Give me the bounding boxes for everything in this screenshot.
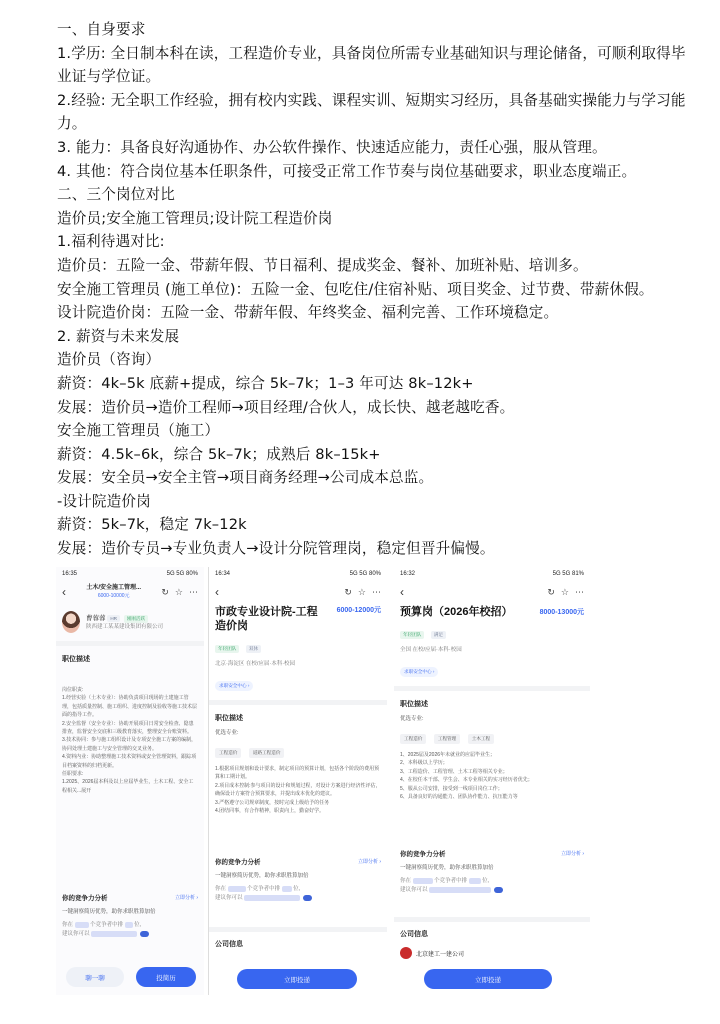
job-meta: 全国 在校/应届·本科·校园 [400,647,462,653]
job-header [209,603,387,635]
tag-team: 年轻团队 [215,645,239,653]
compete-line: 建议你可以 [400,887,428,893]
apply-button[interactable]: 投简历 [136,967,196,987]
status-icons: 5G 5G 80% [349,571,381,577]
compete-subtitle: 一键洞察简历优势，助你求职胜算加倍 [215,873,309,879]
doc-line-benefit-design: 设计院造价岗：五险一金、带薪年假、年终奖金、福利完善、工作环境稳定。 [57,304,559,322]
compete-line: 建议你可以 [62,931,90,937]
avatar [62,611,80,633]
section-title: 职位描述 [215,715,243,722]
doc-line-salary-title: 2. 薪资与未来发展 [57,327,180,345]
desc-line: 2.项目成本控制:参与项目的设计和规划过程，对设计方案进行经济性评估，确保设计方案符合预算要求，并提出成本优化的建议。 [215,782,381,798]
document-text [57,18,697,561]
competitiveness-card [215,857,381,903]
analyze-link[interactable]: 立即分析 › [357,859,381,865]
desc-line: 6、具备良好的沟通能力、团队协作能力、抗压能力等 [400,794,518,801]
doc-line-education: 1.学历: 全日制本科在读，工程造价专业，具备岗位所需专业基础知识与理论储备，可顺利取得毕业证与学位证。 [57,44,686,86]
company-logo-icon [400,947,412,959]
phone-screenshot-design-job [208,567,387,995]
doc-line-design-title: -设计院造价岗 [57,492,151,510]
doc-line-cost-salary: 薪资：4k–5k 底薪+提成，综合 5k–7k；1–3 年可达 8k–12k+ [57,374,474,392]
tag-weekend: 双休 [246,645,261,653]
mini-avatar-icon [303,895,312,901]
competitiveness-card [400,849,584,895]
doc-line-benefit-cost: 造价员：五险一金、带薪年假、节日福利、提成奖金、餐补、加班补贴、培训多。 [57,256,588,274]
apply-now-button[interactable]: 立即投递 [237,969,357,989]
major-chip: 工程造价 [215,748,241,758]
job-salary: 6000-10000元 [97,593,130,599]
doc-line-safety-title: 安全施工管理员（施工） [57,422,220,440]
desc-line: 任职要求: [62,771,84,778]
apply-now-button[interactable]: 立即投递 [424,969,552,989]
compete-line: 建议你可以 [215,895,243,901]
back-icon[interactable]: ‹ [215,585,219,599]
doc-line-design-growth: 发展：造价专员→专业负责人→设计分院管理岗，稳定但晋升偏慢。 [57,540,495,558]
desc-line: 4.资料内业：协助整理施工技术资料或安全管理资料，跟踪项目档案资料的归档更新。 [62,754,197,769]
nav-bar [56,581,204,603]
company-name: 北京建工一建公司 [416,951,465,958]
compete-subtitle: 一键洞察简历优势，助你求职胜算加倍 [400,865,494,871]
compete-title: 你的竞争力分析 [62,895,108,902]
mini-avatar-icon [494,887,503,893]
compete-title: 你的竞争力分析 [400,851,446,858]
doc-line-safety-growth: 发展：安全员→安全主管→项目商务经理→公司成本总监。 [57,469,434,487]
major-chip: 工程造价 [400,734,426,744]
desc-line: 岗位职责: [62,687,84,693]
share-icon[interactable]: ↻ [161,586,169,597]
section-heading-2: 二、三个岗位对比 [57,186,175,204]
job-title: 市政专业设计院-工程造价岗 [215,606,318,632]
doc-line-benefit-safety: 安全施工管理员 (施工单位)：五险一金、包吃住/住宿补贴、项目奖金、过节费、带薪休假。 [57,280,654,298]
section-heading-1: 一、自身要求 [57,21,146,38]
company-info-title: 公司信息 [400,931,428,938]
compete-line: 位, [293,886,301,892]
desc-line: 3、工程造价、工程管理、土木工程等相关专业； [400,768,508,775]
back-icon[interactable]: ‹ [400,585,404,599]
blurred-text [125,922,133,928]
back-icon[interactable]: ‹ [62,585,66,599]
desc-line: 1.根据项目规划和设计要求，制定项目的预算计划，包括各个阶段的费用预算和工期计划。 [215,766,380,781]
star-icon[interactable]: ☆ [174,586,183,597]
section-title: 职位描述 [62,656,90,663]
blurred-text [228,886,246,892]
compete-line: 你在 [62,922,74,928]
job-screenshots [56,567,654,997]
pref-label: 优选专业: [400,716,424,722]
more-icon[interactable]: ⋯ [575,586,584,597]
desc-line: 4、在校任本干部、学生会、本专业相关的实习经历者优先； [400,777,533,784]
doc-line-design-salary: 薪资：5k–7k，稳定 7k–12k [57,516,247,534]
desc-line: 4.团结同事，有合作精神，职责向上，勤奋好学。 [215,808,325,815]
blurred-text [282,886,292,892]
compete-title: 你的竞争力分析 [215,859,261,866]
mini-avatar-icon [140,931,149,937]
status-time: 16:34 [215,571,231,577]
phone-screenshot-safety-job [56,567,204,995]
doc-line-cost-growth: 发展：造价员→造价工程师→项目经理/合伙人，成长快、越老越吃香。 [57,398,515,416]
doc-line-cost-title: 造价员（咨询） [57,351,161,369]
refresh-icon[interactable]: ↻ [547,586,555,597]
company-name: 陕西建工某某建设集团有限公司 [86,623,164,630]
desc-line: 5、服从公司安排，接受到一线项目岗位工作； [400,785,503,792]
compete-subtitle: 一键洞察简历优势，助你求职胜算加倍 [62,909,156,915]
desc-line: 2、本科级以上学历； [400,760,448,767]
analyze-link[interactable]: 立即分析 › [560,851,584,857]
desc-line: 3.技术协同：参与施工组织设计及专项安全施工方案的编制，协同处理土建施工与安全管理的交叉业务。 [62,737,197,752]
blurred-text [75,922,89,928]
online-badge: 刚刚活跃 [124,615,148,623]
recruiter-card[interactable] [56,603,204,641]
desc-line: 1、2025届及2026年未就业的应届毕业生； [400,752,496,758]
job-header [394,603,590,621]
doc-line-ability: 3. 能力：具备良好沟通协作、办公软件操作、快速适应能力，责任心强，服从管理。 [57,138,607,156]
job-description [394,691,590,801]
job-description [56,646,204,795]
competitiveness-card [62,893,198,939]
compete-line: 位, [134,922,142,928]
doc-line-positions: 造价员;安全施工管理员;设计院工程造价岗 [57,209,333,227]
job-title: 土木/安全施工管理... [86,585,142,591]
recruiter-name: 曹蓉蓉 [86,614,106,622]
doc-line-other: 4. 其他：符合岗位基本任职条件，可接受正常工作节奏与岗位基础要求，职业态度端正。 [57,162,637,180]
company-info-title: 公司信息 [215,941,243,948]
company-row[interactable] [400,947,464,959]
blurred-text [91,931,137,937]
desc-line: 1.经营实验（土木专业）：协助负责项目现场的土建施工管理，包括质量控制、施工组织、进度控制及验收等施工技术层面的指导工作。 [62,695,198,719]
more-icon[interactable]: ⋯ [372,586,381,597]
compete-line: 个竞争者中排 [247,886,281,892]
safety-center-pill[interactable]: 求职安全中心 › [400,667,438,677]
doc-line-experience: 2.经验: 无全职工作经验，拥有校内实践、课程实训、短期实习经历，具备基础实操能力与学习能力。 [57,91,686,133]
compete-line: 你在 [215,886,227,892]
status-time: 16:32 [400,571,416,577]
job-salary: 6000-12000元 [336,607,381,614]
more-icon[interactable]: ⋯ [189,586,198,597]
compete-line: 个竞争者中排 [90,922,124,928]
status-bar [56,567,204,581]
tag-team: 年轻团队 [400,631,424,639]
doc-line-benefits-title: 1.福利待遇对比: [57,233,165,251]
section-title: 职位描述 [400,701,428,708]
desc-line: 3.严格遵守公司规章制度，按时完成上级给予的任务 [215,799,330,806]
hr-badge: HR [107,615,120,622]
major-chip: 土木工程 [468,734,494,744]
star-icon[interactable]: ☆ [560,586,569,597]
divider [394,917,590,922]
tag-satisfy: 满足 [431,631,446,639]
pref-label: 优选专业: [215,730,239,736]
compete-line: 你在 [400,878,412,884]
blurred-text [244,895,300,901]
star-icon[interactable]: ☆ [357,586,366,597]
job-salary: 8000-13000元 [539,609,584,616]
status-icons: 5G 5G 80% [166,571,198,577]
phone-screenshot-budget-job [394,567,590,995]
major-chip: 道路工程造价 [249,748,285,758]
desc-line: 2.安全监督（安全专业）：协助开展项目日常安全检查、隐患排查，监督安全交底和三级教育落实，整理安全台账资料。 [62,720,194,736]
blurred-text [469,878,481,884]
analyze-link[interactable]: 立即分析 › [174,895,198,901]
status-bar [394,567,590,581]
job-title: 预算岗（2026年校招） [400,606,513,618]
major-chip: 工程管理 [434,734,460,744]
divider [209,927,387,932]
nav-bar [209,581,387,603]
blurred-text [413,878,433,884]
doc-line-safety-salary: 薪资：4.5k–6k，综合 5k–7k；成熟后 8k–15k+ [57,445,381,463]
chat-button[interactable]: 聊一聊 [66,967,124,987]
blurred-text [429,887,491,893]
desc-line: 1.2025、2026届本科及以上应届毕业生，土木工程、安全工程相关...展开 [62,779,194,794]
safety-center-pill[interactable]: 求职安全中心 › [215,681,253,691]
status-bar [209,567,387,581]
compete-line: 位, [482,878,490,884]
job-description [209,705,387,815]
compete-line: 个竞争者中排 [434,878,468,884]
status-time: 16:35 [62,571,78,577]
job-meta: 北京·海淀区 在校/应届·本科·校园 [215,661,296,667]
nav-bar [394,581,590,603]
refresh-icon[interactable]: ↻ [344,586,352,597]
status-icons: 5G 5G 81% [552,571,584,577]
